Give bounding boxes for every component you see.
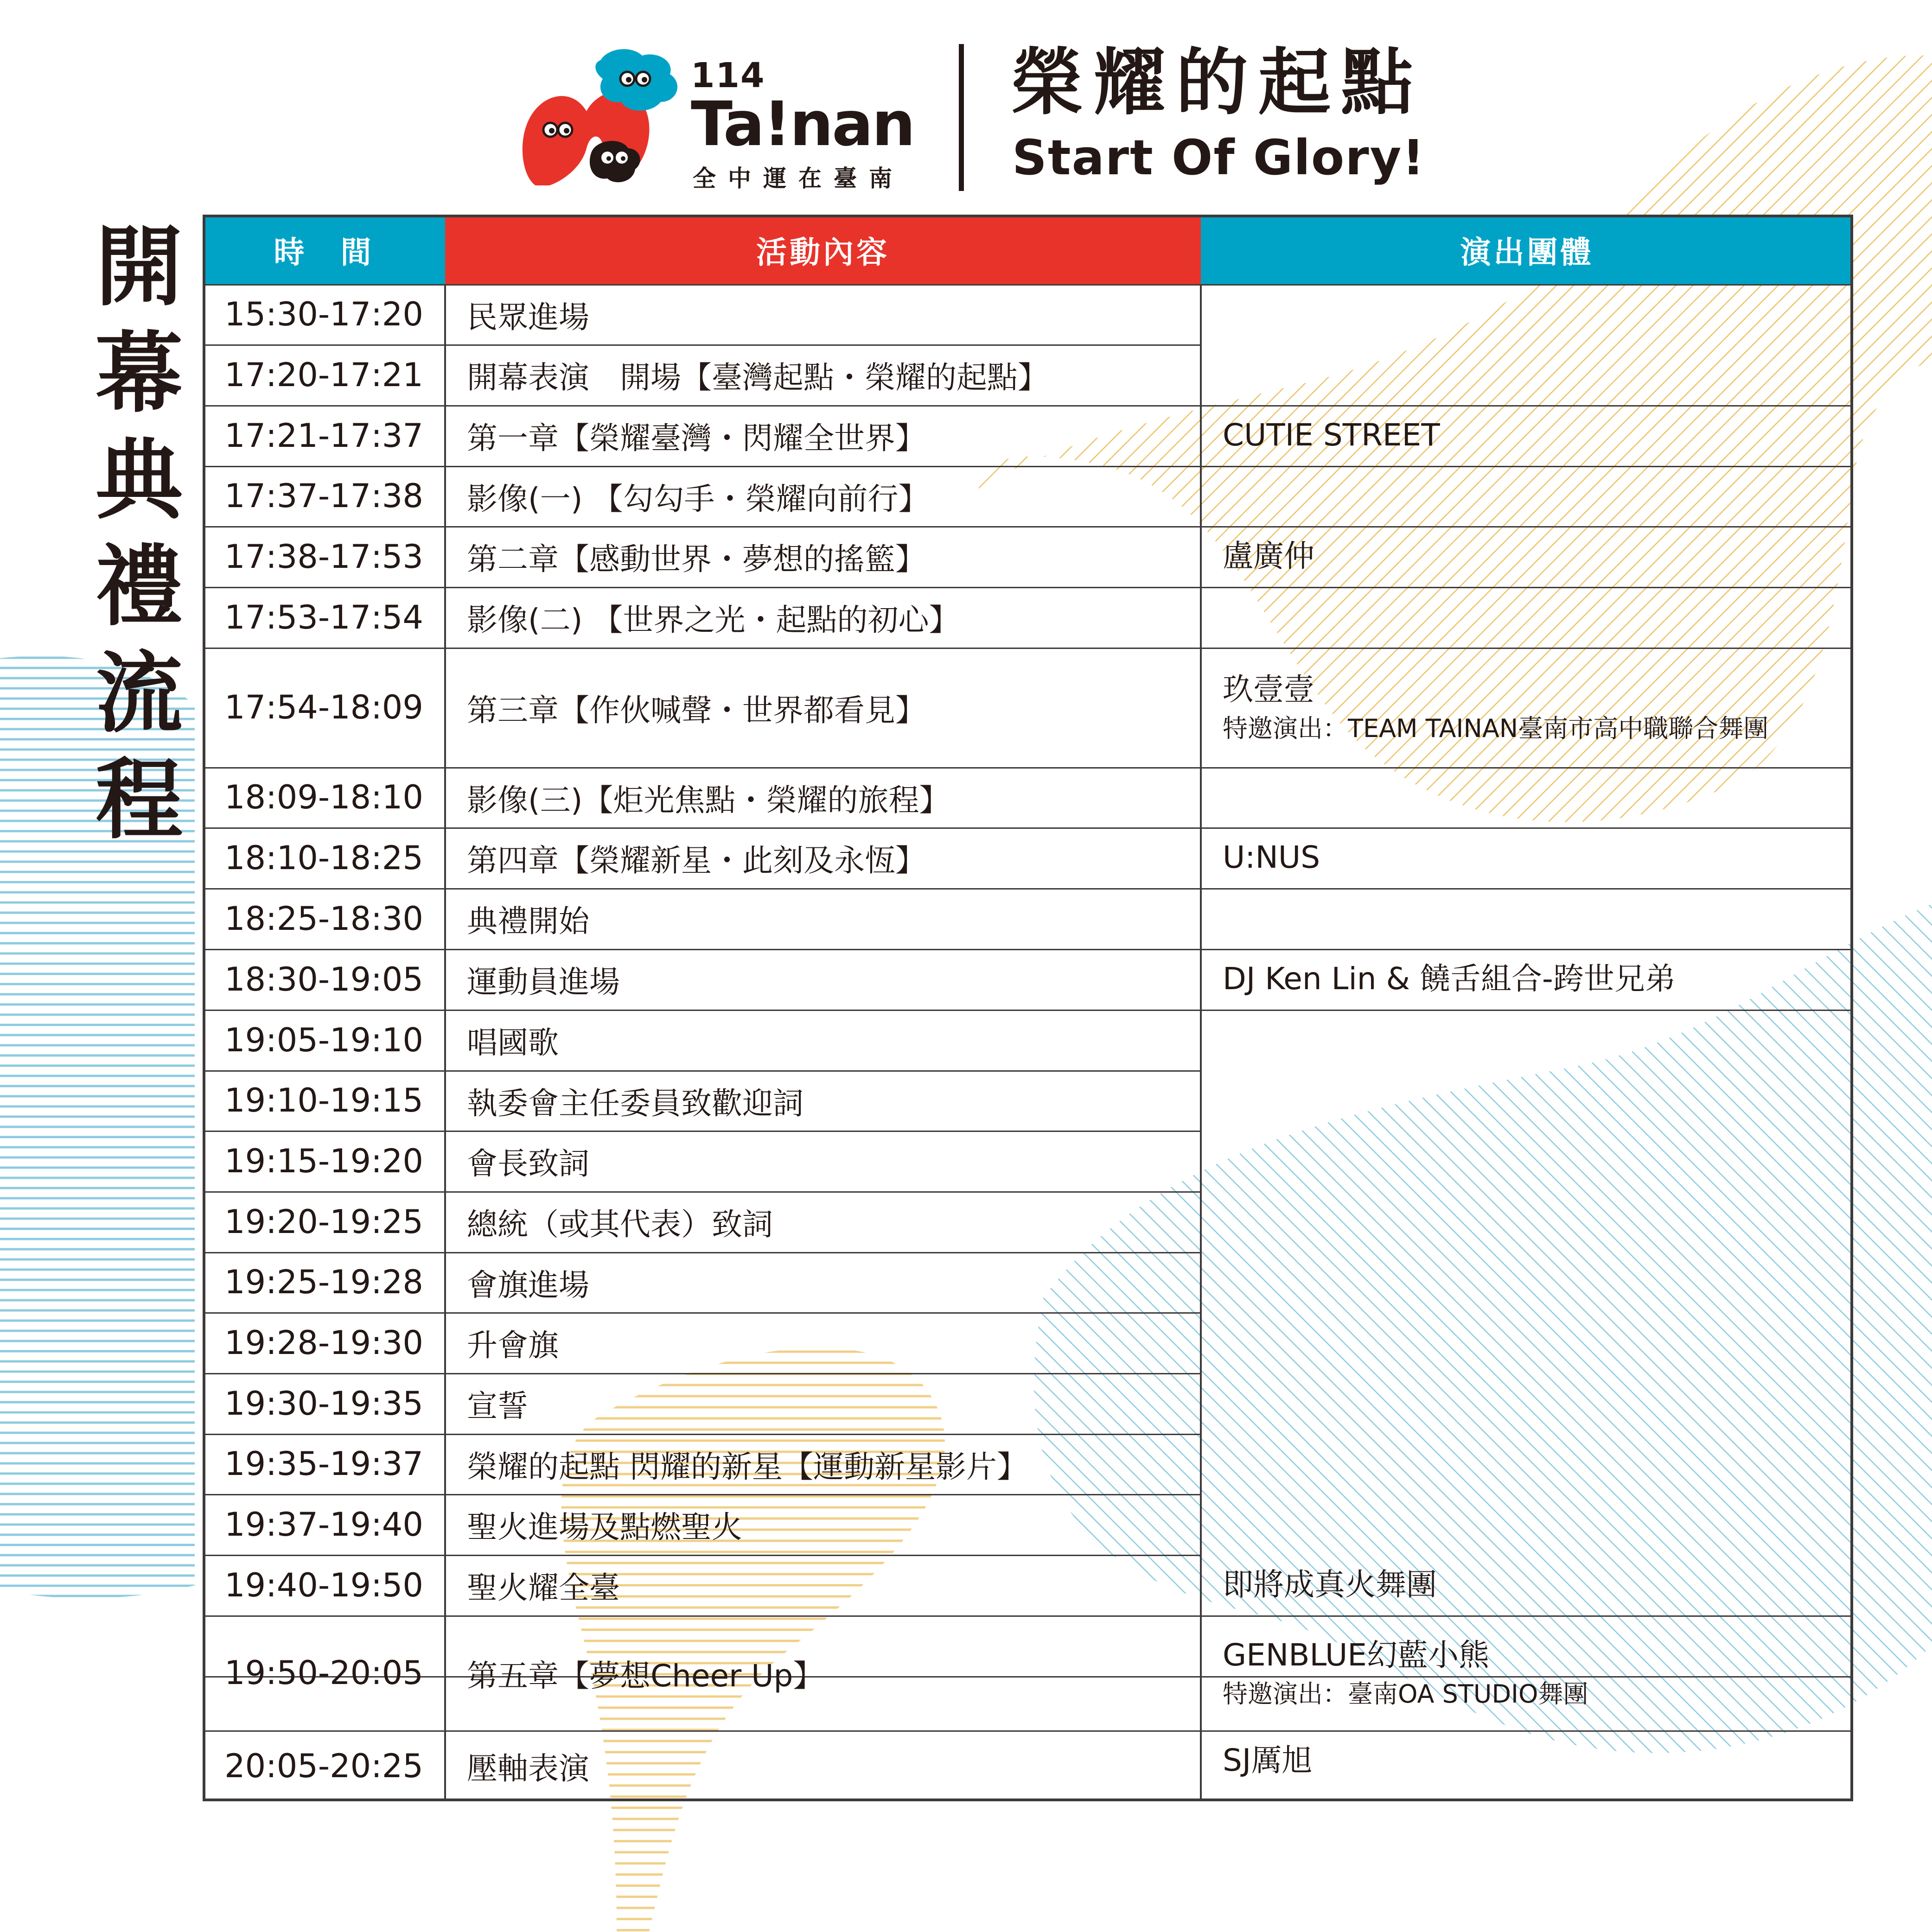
row-activity: 運動員進場 [467, 964, 620, 1000]
row-divider [203, 466, 1853, 467]
performer-cell [1223, 1730, 1844, 1791]
slogan-chinese: 榮耀的起點 [1011, 40, 1423, 125]
row-time: 19:10-19:15 [224, 1081, 423, 1119]
row-activity: 第五章【夢想Cheer Up】 [467, 1658, 824, 1694]
row-activity: 執委會主任委員致歡迎詞 [467, 1085, 803, 1121]
performer-cell [1223, 949, 1844, 1010]
row-divider [203, 1010, 1853, 1011]
row-activity: 影像(一) 【勾勾手・榮耀向前行】 [467, 481, 929, 517]
row-activity: 聖火進場及點燃聖火 [467, 1509, 742, 1545]
row-time: 19:37-19:40 [224, 1505, 423, 1544]
header-activity: 活動內容 [445, 215, 1201, 284]
row-activity: 第四章【榮耀新星・此刻及永恆】 [467, 843, 926, 878]
performer-cell [1223, 526, 1844, 587]
row-time: 19:20-19:25 [224, 1202, 423, 1241]
performer-cell [1223, 1615, 1844, 1730]
row-time: 19:25-19:28 [224, 1263, 423, 1301]
performer-note: 特邀演出：臺南OA STUDIO舞團 [1223, 1679, 1588, 1709]
row-activity: 升會旗 [467, 1328, 559, 1363]
row-time: 20:05-20:25 [224, 1747, 423, 1785]
logo-wordmark [691, 56, 913, 190]
row-activity: 影像(二) 【世界之光・起點的初心】 [467, 602, 960, 638]
schedule-table [203, 215, 1853, 1801]
row-time: 19:40-19:50 [224, 1566, 423, 1604]
row-activity: 榮耀的起點 閃耀的新星【運動新星影片】 [467, 1449, 1027, 1485]
row-time: 17:37-17:38 [224, 477, 423, 515]
row-time: 18:25-18:30 [224, 899, 423, 938]
page-title [93, 214, 185, 854]
performer-name: CUTIE STREET [1223, 417, 1440, 453]
mascot-logo [517, 46, 689, 190]
slogan-english: Start Of Glory! [1012, 129, 1425, 186]
header-divider [959, 44, 964, 191]
header-performer: 演出團體 [1201, 215, 1853, 284]
row-activity: 第一章【榮耀臺灣・閃耀全世界】 [467, 420, 926, 456]
row-time: 17:53-17:54 [224, 598, 423, 636]
row-divider [203, 767, 1853, 769]
logo-tagline: 全中運在臺南 [693, 165, 904, 192]
logo-year: 114 [691, 56, 765, 95]
performer-name: 即將成真火舞團 [1223, 1567, 1437, 1603]
performer-name: DJ Ken Lin & 饒舌組合-跨世兄弟 [1223, 961, 1676, 997]
row-activity: 開幕表演 開場【臺灣起點・榮耀的起點】 [467, 360, 1048, 395]
header-time: 時 間 [203, 215, 445, 284]
row-time: 18:09-18:10 [224, 778, 423, 816]
performer-cell [1223, 405, 1844, 466]
row-divider [203, 587, 1853, 588]
row-activity: 會長致詞 [467, 1146, 589, 1182]
page-title-char: 禮 [96, 536, 183, 638]
row-time: 19:15-19:20 [224, 1142, 423, 1180]
row-activity: 第二章【感動世界・夢想的搖籃】 [467, 541, 926, 577]
row-time: 19:30-19:35 [224, 1384, 423, 1423]
row-activity: 民眾進場 [467, 299, 589, 335]
performer-name: SJ厲旭 [1223, 1742, 1313, 1778]
page-title-char: 開 [96, 216, 183, 318]
row-activity: 會旗進場 [467, 1267, 589, 1303]
column-divider [1200, 284, 1202, 1801]
row-time: 17:54-18:09 [224, 688, 423, 726]
page-title-char: 幕 [96, 323, 183, 425]
row-time: 18:30-19:05 [224, 960, 423, 998]
row-activity: 宣誓 [467, 1388, 528, 1424]
row-time: 19:50-20:05 [224, 1654, 423, 1692]
row-time: 19:05-19:10 [224, 1021, 423, 1059]
logo-city: Ta!nan [691, 89, 914, 160]
row-activity: 總統（或其代表）致詞 [467, 1207, 773, 1242]
row-time: 19:28-19:30 [224, 1323, 423, 1362]
row-activity: 唱國歌 [467, 1025, 559, 1061]
performer-name: 盧廣仲 [1223, 538, 1314, 574]
performer-cell [1223, 648, 1844, 767]
row-activity: 典禮開始 [467, 903, 589, 939]
performer-note: 特邀演出：TEAM TAINAN臺南市高中職聯合舞團 [1223, 713, 1769, 743]
page-title-char: 典 [96, 430, 183, 531]
row-time: 17:21-17:37 [224, 416, 423, 455]
row-time: 17:38-17:53 [224, 537, 423, 576]
row-time: 17:20-17:21 [224, 356, 423, 394]
page-title-char: 流 [96, 643, 183, 744]
row-divider [203, 888, 1853, 890]
row-time: 19:35-19:37 [224, 1445, 423, 1483]
performer-name: U:NUS [1223, 839, 1320, 876]
performer-cell [1223, 827, 1844, 888]
performer-name: 玖壹壹 [1223, 672, 1314, 708]
row-activity: 聖火耀全臺 [467, 1570, 620, 1606]
performer-cell [1223, 1555, 1844, 1615]
row-activity: 壓軸表演 [467, 1751, 589, 1786]
row-time: 18:10-18:25 [224, 839, 423, 877]
row-activity: 影像(三)【炬光焦點・榮耀的旅程】 [467, 782, 950, 818]
page-title-char: 程 [96, 750, 183, 851]
performer-name: GENBLUE幻藍小熊 [1223, 1637, 1489, 1673]
row-activity: 第三章【作伙喊聲・世界都看見】 [467, 692, 926, 728]
row-divider [203, 284, 1853, 286]
row-time: 15:30-17:20 [224, 295, 423, 333]
